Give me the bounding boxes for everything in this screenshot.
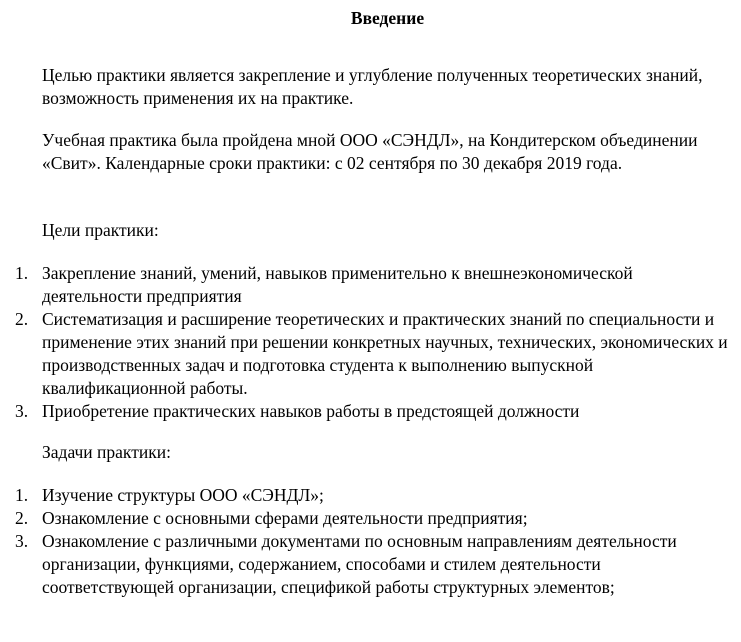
page-title: Введение bbox=[350, 8, 425, 28]
goals-heading: Цели практики: bbox=[42, 220, 159, 240]
list-number: 3. bbox=[15, 531, 29, 551]
list-item-text: Ознакомление с различными документами по основным направлениям деятельности организации, функциями, содержанием, способами и стилем деятельности соответствующей организации, спецификой работы структурных элементов; bbox=[42, 531, 677, 597]
list-number: 2. bbox=[15, 508, 29, 528]
list-item bbox=[0, 400, 732, 423]
goal-paragraph: Целью практики является закрепление и углубление полученных теоретических знаний, возможность применения их на практике. bbox=[42, 65, 703, 108]
list-item-text: Приобретение практических навыков работы в предстоящей должности bbox=[42, 401, 580, 421]
list-number: 1. bbox=[15, 485, 29, 505]
list-number: 1. bbox=[15, 263, 29, 283]
list-item-text: Систематизация и расширение теоретических и практических знаний по специальности и применение этих знаний при решении конкретных научных, технических, экономических и производственных задач и подготовка студента к выполнению выпускной квалификационной работы. bbox=[42, 309, 728, 398]
list-item bbox=[0, 484, 732, 507]
list-item bbox=[0, 308, 732, 400]
goals-list bbox=[0, 262, 741, 423]
list-item-text: Закрепление знаний, умений, навыков применительно к внешнеэкономической деятельности предприятия bbox=[42, 263, 633, 306]
tasks-heading: Задачи практики: bbox=[42, 442, 171, 462]
practice-info-paragraph: Учебная практика была пройдена мной ООО «СЭНДЛ», на Кондитерском объединении «Свит». Календарные сроки практики: с 02 сентября по 30 декабря 2019 года. bbox=[42, 130, 698, 173]
list-item-text: Ознакомление с основными сферами деятельности предприятия; bbox=[42, 508, 528, 528]
list-item bbox=[0, 507, 732, 530]
list-item bbox=[0, 262, 732, 308]
list-number: 3. bbox=[15, 401, 29, 421]
tasks-list bbox=[0, 484, 741, 599]
list-number: 2. bbox=[15, 309, 29, 329]
list-item bbox=[0, 530, 732, 599]
list-item-text: Изучение структуры ООО «СЭНДЛ»; bbox=[42, 485, 324, 505]
